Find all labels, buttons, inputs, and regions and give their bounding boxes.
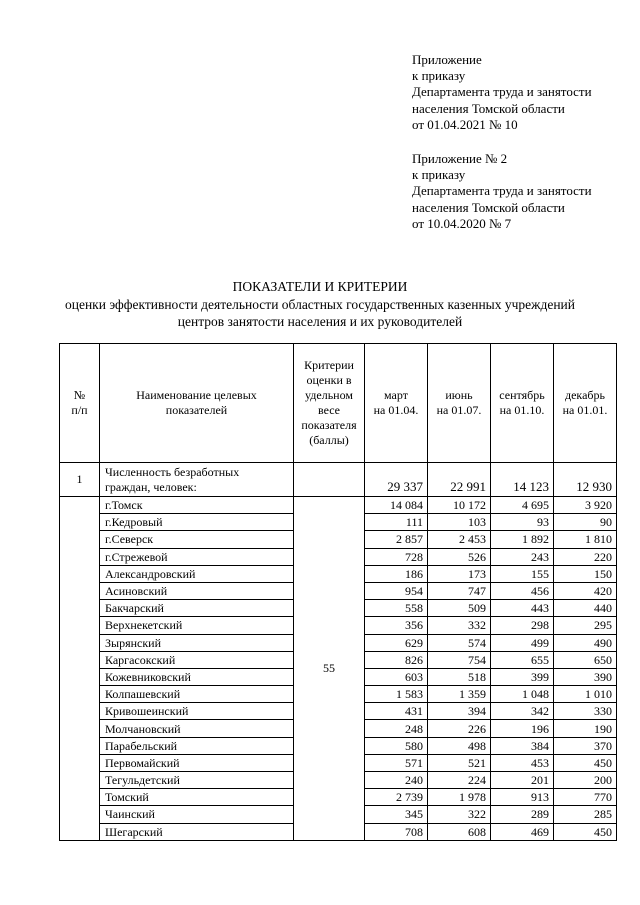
value-march: 1 583: [365, 686, 428, 703]
district-name: г.Северск: [100, 531, 294, 548]
value-june: 509: [428, 600, 491, 617]
district-name: Каргасокский: [100, 651, 294, 668]
criteria-weight: 55: [294, 497, 365, 841]
value-june: 518: [428, 668, 491, 685]
value-march: 708: [365, 823, 428, 840]
value-march: 2 739: [365, 789, 428, 806]
district-name: Верхнекетский: [100, 617, 294, 634]
value-june: 103: [428, 514, 491, 531]
value-december: 3 920: [554, 497, 617, 514]
value-december: 450: [554, 754, 617, 771]
value-june: 608: [428, 823, 491, 840]
header-text: весе: [317, 403, 341, 417]
value-march: 111: [365, 514, 428, 531]
value-december: 1 810: [554, 531, 617, 548]
value-june: 574: [428, 634, 491, 651]
value-september: 201: [491, 772, 554, 789]
district-name: Зырянский: [100, 634, 294, 651]
value-december: 90: [554, 514, 617, 531]
value-march: 345: [365, 806, 428, 823]
district-name: Тегульдетский: [100, 772, 294, 789]
value-june: 332: [428, 617, 491, 634]
value-december: 295: [554, 617, 617, 634]
header-text: п/п: [71, 403, 88, 417]
value-december: 285: [554, 806, 617, 823]
value-september: 1 048: [491, 686, 554, 703]
value-march: 580: [365, 737, 428, 754]
value-june: 1 978: [428, 789, 491, 806]
value-december: 390: [554, 668, 617, 685]
district-name: Молчановский: [100, 720, 294, 737]
header-number: [60, 344, 100, 463]
district-name: Чаинский: [100, 806, 294, 823]
criteria-cell: [294, 463, 365, 497]
district-name: Кожевниковский: [100, 668, 294, 685]
row-number-blank: [60, 497, 100, 841]
document-subtitle: центров занятости населения и их руководителей: [177, 314, 463, 329]
value-march: 558: [365, 600, 428, 617]
appendix-line: от 01.04.2021 № 10: [412, 116, 518, 132]
document-subtitle: оценки эффективности деятельности областных государственных казенных учреждений: [64, 297, 576, 312]
value-september: 384: [491, 737, 554, 754]
district-name: г.Томск: [100, 497, 294, 514]
value-march: 431: [365, 703, 428, 720]
value-september: 655: [491, 651, 554, 668]
header-text: на 01.10.: [499, 403, 545, 417]
header-text: показателей: [165, 403, 228, 417]
value-september: 469: [491, 823, 554, 840]
appendix-line: к приказу: [412, 68, 466, 84]
value-september: 196: [491, 720, 554, 737]
value-june: 754: [428, 651, 491, 668]
value-june: 226: [428, 720, 491, 737]
value-september: 14 123: [491, 463, 554, 497]
district-name: Александровский: [100, 565, 294, 582]
value-june: 747: [428, 582, 491, 599]
header-indicator-name: [100, 344, 294, 463]
value-december: 1 010: [554, 686, 617, 703]
value-september: 298: [491, 617, 554, 634]
district-name: Первомайский: [100, 754, 294, 771]
value-december: 330: [554, 703, 617, 720]
indicator-name-line: Численность безработных: [105, 464, 240, 479]
value-march: 826: [365, 651, 428, 668]
header-text: Наименование целевых: [136, 388, 257, 402]
value-june: 2 453: [428, 531, 491, 548]
value-september: 243: [491, 548, 554, 565]
value-september: 443: [491, 600, 554, 617]
header-text: оценки в: [306, 373, 352, 387]
header-june: [428, 344, 491, 463]
header-text: на 01.07.: [436, 403, 482, 417]
value-december: 12 930: [554, 463, 617, 497]
header-text: Критерии: [304, 358, 354, 372]
district-name: г.Стрежевой: [100, 548, 294, 565]
value-december: 190: [554, 720, 617, 737]
header-text: №: [73, 388, 86, 402]
value-december: 420: [554, 582, 617, 599]
header-text: на 01.04.: [373, 403, 419, 417]
value-march: 728: [365, 548, 428, 565]
value-september: 453: [491, 754, 554, 771]
district-name: Шегарский: [100, 823, 294, 840]
appendix-line: населения Томской области: [412, 199, 565, 215]
header-text: сентябрь: [499, 388, 545, 402]
header-text: март: [384, 388, 408, 402]
value-december: 370: [554, 737, 617, 754]
header-december: [554, 344, 617, 463]
appendix-line: Департамента труда и занятости: [412, 183, 592, 199]
value-december: 770: [554, 789, 617, 806]
appendix-line: к приказу: [412, 167, 466, 183]
value-september: 342: [491, 703, 554, 720]
value-september: 456: [491, 582, 554, 599]
value-september: 913: [491, 789, 554, 806]
value-june: 1 359: [428, 686, 491, 703]
value-march: 248: [365, 720, 428, 737]
value-september: 399: [491, 668, 554, 685]
district-name: Кривошеинский: [100, 703, 294, 720]
header-text: декабрь: [565, 388, 605, 402]
appendix-header-original: [412, 151, 592, 232]
total-row: [60, 463, 617, 497]
appendix-line: Приложение № 2: [412, 151, 508, 166]
indicator-name-line: граждан, человек:: [105, 479, 197, 494]
appendix-line: Департамента труда и занятости: [412, 84, 592, 100]
table-row: [60, 497, 617, 514]
value-march: 240: [365, 772, 428, 789]
value-june: 526: [428, 548, 491, 565]
value-september: 4 695: [491, 497, 554, 514]
appendix-line: от 10.04.2020 № 7: [412, 215, 512, 231]
value-march: 629: [365, 634, 428, 651]
header-text: показателя: [301, 418, 357, 432]
table-header-row: [60, 344, 617, 463]
value-march: 356: [365, 617, 428, 634]
value-march: 603: [365, 668, 428, 685]
value-march: 954: [365, 582, 428, 599]
value-september: 499: [491, 634, 554, 651]
value-december: 450: [554, 823, 617, 840]
header-text: (баллы): [309, 433, 349, 447]
value-march: 2 857: [365, 531, 428, 548]
header-text: удельном: [305, 388, 353, 402]
value-june: 498: [428, 737, 491, 754]
value-september: 1 892: [491, 531, 554, 548]
value-december: 650: [554, 651, 617, 668]
appendix-header-current: [412, 52, 592, 133]
value-december: 440: [554, 600, 617, 617]
value-september: 93: [491, 514, 554, 531]
value-march: 14 084: [365, 497, 428, 514]
indicators-table: [59, 343, 617, 841]
value-december: 150: [554, 565, 617, 582]
header-march: [365, 344, 428, 463]
value-june: 224: [428, 772, 491, 789]
header-criteria: [294, 344, 365, 463]
value-september: 155: [491, 565, 554, 582]
value-september: 289: [491, 806, 554, 823]
value-march: 186: [365, 565, 428, 582]
value-december: 490: [554, 634, 617, 651]
indicator-name: [100, 463, 294, 497]
value-march: 29 337: [365, 463, 428, 497]
appendix-line: Приложение: [412, 52, 482, 67]
row-number: 1: [60, 463, 100, 497]
header-text: на 01.01.: [562, 403, 608, 417]
value-june: 394: [428, 703, 491, 720]
district-name: Бакчарский: [100, 600, 294, 617]
value-june: 173: [428, 565, 491, 582]
header-text: июнь: [445, 388, 473, 402]
value-june: 10 172: [428, 497, 491, 514]
value-june: 322: [428, 806, 491, 823]
value-december: 200: [554, 772, 617, 789]
value-december: 220: [554, 548, 617, 565]
district-name: Томский: [100, 789, 294, 806]
header-september: [491, 344, 554, 463]
district-name: г.Кедровый: [100, 514, 294, 531]
appendix-line: населения Томской области: [412, 100, 565, 116]
value-march: 571: [365, 754, 428, 771]
district-name: Парабельский: [100, 737, 294, 754]
district-name: Колпашевский: [100, 686, 294, 703]
document-title: ПОКАЗАТЕЛИ И КРИТЕРИИ: [232, 279, 408, 294]
value-june: 521: [428, 754, 491, 771]
district-name: Асиновский: [100, 582, 294, 599]
value-june: 22 991: [428, 463, 491, 497]
